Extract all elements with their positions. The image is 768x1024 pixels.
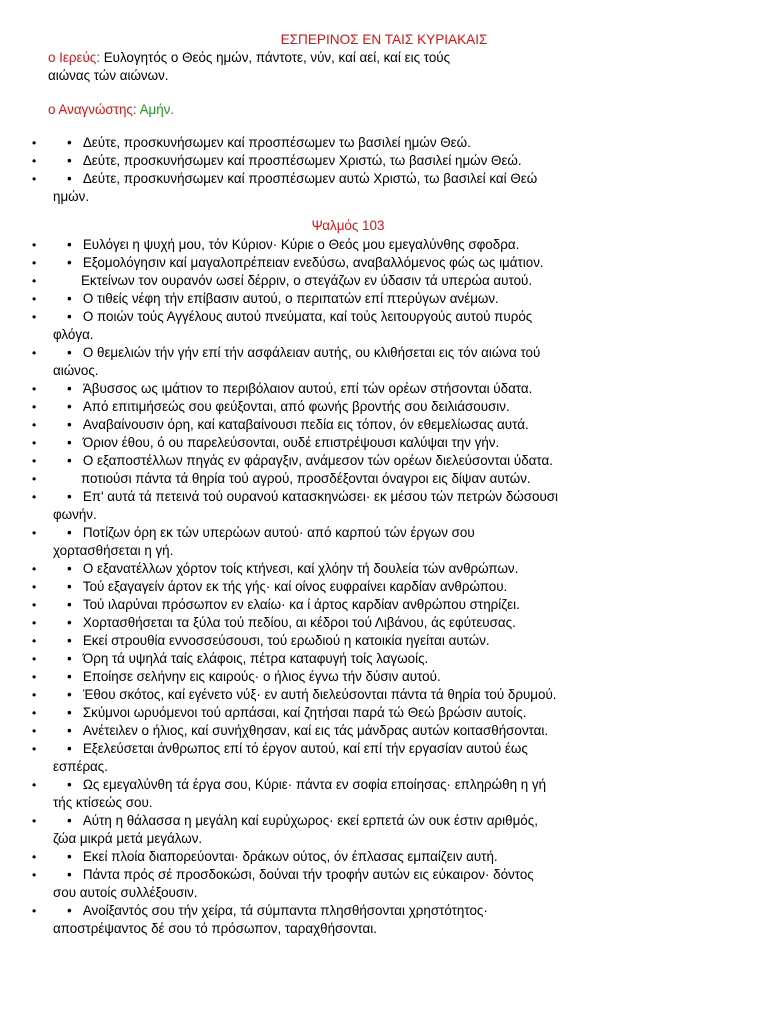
psalm-verse: αποστρέψαντος δέ σου τό πρόσωπον, ταραχθήσονται. [53,921,377,936]
psalm-text-line [53,830,707,848]
inner-bullet-icon: • [67,399,83,414]
psalm-text [67,560,707,578]
psalm-text-line [67,290,707,308]
intro-verse: Δεύτε, προσκυνήσωμεν καί προσπέσωμεν αυτώ Χριστώ, τω βασιλεί καί Θεώ [82,171,538,186]
psalm-text [53,524,707,560]
inner-bullet-icon: • [67,153,83,168]
psalm-verse: ζώα μικρά μετά μεγάλων. [53,831,203,846]
bullet-icon: • [32,688,37,702]
bullet-icon: • [32,454,37,468]
psalm-text-line [67,668,707,686]
psalm-verse: Ο τιθείς νέφη τήν επίβασιν αυτού, ο περιπατών επί πτερύγων ανέμων. [82,291,499,306]
psalm-verse: Ανοίξαντός σου τήν χείρα, τά σύμπαντα πλησθήσονται χρηστότητος· [82,903,488,918]
psalm-text [67,848,707,866]
psalm-text-line [67,632,707,650]
intro-verse: Δεύτε, προσκυνήσωμεν καί προσπέσωμεν Χριστώ, τω βασιλεί ημών Θεώ. [82,153,522,168]
psalm-verse: σου αυτοίς συλλέξουσιν. [53,885,198,900]
inner-bullet-icon: • [67,687,83,702]
psalm-verse: χορτασθήσεται η γή. [53,543,174,558]
psalm-text-line [81,272,707,290]
psalm-text-line [67,722,707,740]
priest-text-1: Ευλογητός ο Θεός ημών, πάντοτε, νύν, καί αεί, καί εις τούς [103,50,451,65]
psalm-text [67,704,707,722]
bullet-icon: • [32,256,37,270]
intro-text [67,134,707,152]
bullet-icon: • [32,598,37,612]
bullet-icon: • [32,310,37,324]
inner-bullet-icon: • [67,669,83,684]
psalm-text-line [53,794,707,812]
priest-role: ο Ιερεύς: [48,50,100,65]
inner-bullet-icon: • [67,597,83,612]
intro-text [67,152,707,170]
psalm-verse: Αύτη η θάλασσα η μεγάλη καί ευρύχωρος· εκεί ερπετά ών ουκ έστιν αριθμός, [82,813,538,828]
psalm-verse: Εκεί στρουθία εννοσσεύσουσι, τού ερωδιού η κατοικία ηγείται αυτών. [82,633,490,648]
psalm-text [67,578,707,596]
bullet-icon: • [32,562,37,576]
bullet-icon: • [32,724,37,738]
psalm-text-line [67,650,707,668]
inner-bullet-icon: • [67,453,83,468]
inner-bullet-icon: • [67,345,83,360]
psalm-text-line [53,884,707,902]
psalm-text [67,650,707,668]
psalm-verse: φωνήν. [53,507,97,522]
psalm-text-line [67,380,707,398]
inner-bullet-icon: • [67,813,83,828]
bullet-icon: • [32,136,37,150]
psalm-text-line [81,470,707,488]
inner-bullet-icon: • [67,417,83,432]
inner-bullet-icon: • [67,525,83,540]
psalm-text-line [53,920,707,938]
psalm-text [67,272,707,290]
psalm-verse: φλόγα. [53,327,94,342]
psalm-text [67,632,707,650]
psalm-text [53,866,707,902]
psalm-verse: Εποίησε σελήνην εις καιρούς· ο ήλιος έγνω τήν δύσιν αυτού. [82,669,441,684]
psalm-text-line [67,902,707,920]
psalm-text-line [53,758,707,776]
inner-bullet-icon: • [67,633,83,648]
psalm-verse: Εκτείνων τον ουρανόν ωσεί δέρριν, ο στεγάζων εν ύδασιν τά υπερώα αυτού. [81,273,533,288]
psalm-text [53,488,707,524]
psalm-verse: Χορτασθήσεται τα ξύλα τού πεδίου, αι κέδροι τού Λιβάνου, άς εφύτευσας. [82,615,516,630]
bullet-icon: • [32,706,37,720]
psalm-text-line [67,776,707,794]
psalm-verse: Σκύμνοι ωρυόμενοι τού αρπάσαι, καί ζητήσαι παρά τώ Θεώ βρώσιν αυτοίς. [82,705,527,720]
psalm-text [67,686,707,704]
psalm-verse: Πάντα πρός σέ προσδοκώσι, δούναι τήν τροφήν αυτών εις εύκαιρον· δόντος [82,867,534,882]
intro-text-line [67,134,707,152]
priest-line-2: αιώνας τών αιώνων. [48,68,169,83]
inner-bullet-icon: • [67,849,83,864]
bullet-icon: • [32,742,37,756]
bullet-icon: • [32,436,37,450]
inner-bullet-icon: • [67,741,83,756]
psalm-text [67,236,707,254]
inner-bullet-icon: • [67,435,83,450]
bullet-icon: • [32,490,37,504]
psalm-text [67,254,707,272]
bullet-icon: • [32,868,37,882]
bullet-icon: • [32,172,37,186]
psalm-verse: Όριον έθου, ό ου παρελεύσονται, ουδέ επιστρέψουσι καλύψαι την γήν. [82,435,500,450]
psalm-verse: Άβυσσος ως ιμάτιον το περιβόλαιον αυτού, επί τών ορέων στήσονται ύδατα. [82,381,533,396]
psalm-title: Ψαλμός 103 [311,218,385,233]
bullet-icon: • [32,616,37,630]
intro-text-line [53,188,707,206]
inner-bullet-icon: • [67,651,83,666]
psalm-text-line [67,488,707,506]
bullet-icon: • [32,238,37,252]
psalm-verse: Εκεί πλοία διαπορεύονται· δράκων ούτος, όν έπλασας εμπαίζειν αυτή. [82,849,498,864]
psalm-text-line [53,362,707,380]
psalm-text-line [67,866,707,884]
psalm-text-line [67,614,707,632]
intro-verse: ημών. [53,189,90,204]
psalm-verse: Ο εξαποστέλλων πηγάς εν φάραγξιν, ανάμεσον τών ορέων διελεύσονται ύδατα. [82,453,553,468]
psalm-text-line [67,560,707,578]
intro-text-line [67,170,707,188]
psalm-text-line [67,848,707,866]
psalm-verse: Έθου σκότος, καί εγένετο νύξ· εν αυτή διελεύσονται πάντα τά θηρία τού δρυμού. [82,687,557,702]
reader-response: Αμήν. [139,102,175,117]
intro-text [53,170,707,206]
psalm-text-line [67,578,707,596]
bullet-icon: • [32,292,37,306]
inner-bullet-icon: • [67,903,83,918]
psalm-text [53,308,707,344]
psalm-text [67,614,707,632]
bullet-icon: • [32,154,37,168]
psalm-verse: τής κτίσεώς σου. [53,795,153,810]
intro-verse: Δεύτε, προσκυνήσωμεν καί προσπέσωμεν τω βασιλεί ημών Θεώ. [82,135,471,150]
psalm-text [67,722,707,740]
inner-bullet-icon: • [67,135,83,150]
psalm-text-line [67,524,707,542]
psalm-verse: Όρη τά υψηλά ταίς ελάφοις, πέτρα καταφυγή τοίς λαγωοίς. [82,651,429,666]
bullet-icon: • [32,652,37,666]
bullet-icon: • [32,778,37,792]
psalm-verse: Τού εξαγαγείν άρτον εκ τής γής· καί οίνος ευφραίνει καρδίαν ανθρώπου. [82,579,508,594]
inner-bullet-icon: • [67,615,83,630]
bullet-icon: • [32,274,37,288]
inner-bullet-icon: • [67,237,83,252]
bullet-icon: • [32,580,37,594]
bullet-icon: • [32,850,37,864]
bullet-icon: • [32,382,37,396]
psalm-text [53,740,707,776]
psalm-text-line [67,596,707,614]
bullet-icon: • [32,904,37,918]
inner-bullet-icon: • [67,579,83,594]
bullet-icon: • [32,526,37,540]
bullet-icon: • [32,634,37,648]
psalm-text [53,776,707,812]
psalm-verse: Ο ποιών τούς Αγγέλους αυτού πνεύματα, καί τούς λειτουργούς αυτού πυρός [82,309,533,324]
psalm-verse: Εξομολόγησιν καί μαγαλοπρέπειαν ενεδύσω, αναβαλλόμενος φώς ως ιμάτιον. [82,255,544,270]
psalm-text-line [67,344,707,362]
inner-bullet-icon: • [67,561,83,576]
psalm-verse: Ευλόγει η ψυχή μου, τόν Κύριον· Κύριε ο Θεός μου εμεγαλύνθης σφοδρα. [82,237,520,252]
inner-bullet-icon: • [67,867,83,882]
reader-line [48,101,174,119]
psalm-verse: Τού ιλαρύναι πρόσωπον εν ελαίω· κα ί άρτος καρδίαν ανθρώπου στηρίζει. [82,597,520,612]
psalm-verse: Ο θεμελιών τήν γήν επί τήν ασφάλειαν αυτής, ου κλιθήσεται εις τόν αιώνα τού [82,345,541,360]
inner-bullet-icon: • [67,291,83,306]
inner-bullet-icon: • [67,777,83,792]
psalm-verse: Ποτίζων όρη εκ τών υπερώων αυτού· από καρπού τών έργων σου [82,525,475,540]
document-title: ΕΣΠΕΡΙΝΟΣ ΕΝ ΤΑΙΣ ΚΥΡΙΑΚΑΙΣ [280,32,488,47]
bullet-icon: • [32,814,37,828]
psalm-text [53,812,707,848]
psalm-text [67,470,707,488]
psalm-text-line [67,686,707,704]
inner-bullet-icon: • [67,489,83,504]
bullet-icon: • [32,346,37,360]
inner-bullet-icon: • [67,705,83,720]
bullet-icon: • [32,472,37,486]
psalm-verse: Ως εμεγαλύνθη τά έργα σου, Κύριε· πάντα εν σοφία εποίησας· επληρώθη η γή [82,777,547,792]
psalm-text-line [53,326,707,344]
psalm-text-line [67,254,707,272]
psalm-verse: Από επιτιμήσεώς σου φεύξονται, από φωνής βροντής σου δειλιάσουσιν. [82,399,510,414]
psalm-text-line [67,416,707,434]
bullet-icon: • [32,400,37,414]
psalm-verse: Ο εξανατέλλων χόρτον τοίς κτήνεσι, καί χλόην τή δουλεία τών ανθρώπων. [82,561,519,576]
psalm-text-line [67,308,707,326]
reader-role: ο Αναγνώστης: [48,102,137,117]
psalm-text [53,902,707,938]
psalm-text-line [67,704,707,722]
inner-bullet-icon: • [67,381,83,396]
psalm-verse: Εξελεύσεται άνθρωπος επί τό έργον αυτού, καί επί τήν εργασίαν αυτού έως [82,741,528,756]
psalm-text-line [67,740,707,758]
psalm-text-line [67,236,707,254]
psalm-text [67,416,707,434]
psalm-verse: Επ' αυτά τά πετεινά τού ουρανού κατασκηνώσει· εκ μέσου τών πετρών δώσουσι [82,489,559,504]
psalm-text [67,668,707,686]
inner-bullet-icon: • [67,309,83,324]
psalm-text [67,596,707,614]
psalm-text-line [67,398,707,416]
bullet-icon: • [32,670,37,684]
psalm-text-line [67,434,707,452]
inner-bullet-icon: • [67,255,83,270]
psalm-verse: Αναβαίνουσιν όρη, καί καταβαίνουσι πεδία εις τόπον, όν εθεμελίωσας αυτά. [82,417,529,432]
intro-text-line [67,152,707,170]
psalm-text [67,452,707,470]
psalm-verse: Ανέτειλεν ο ήλιος, καί συνήχθησαν, καί εις τάς μάνδρας αυτών κοιτασθήσονται. [82,723,549,738]
psalm-text [67,434,707,452]
psalm-text-line [53,506,707,524]
psalm-text [67,290,707,308]
psalm-text [53,344,707,380]
psalm-text [67,398,707,416]
psalm-text-line [67,812,707,830]
psalm-verse: ποτιούσι πάντα τά θηρία τού αγρού, προσδέξονται όναγροι εις δίψαν αυτών. [81,471,531,486]
inner-bullet-icon: • [67,171,83,186]
psalm-text-line [67,452,707,470]
priest-line-1 [48,49,450,67]
psalm-text-line [53,542,707,560]
psalm-verse: εσπέρας. [53,759,108,774]
bullet-icon: • [32,418,37,432]
psalm-text [67,380,707,398]
inner-bullet-icon: • [67,723,83,738]
psalm-verse: αιώνος. [53,363,99,378]
